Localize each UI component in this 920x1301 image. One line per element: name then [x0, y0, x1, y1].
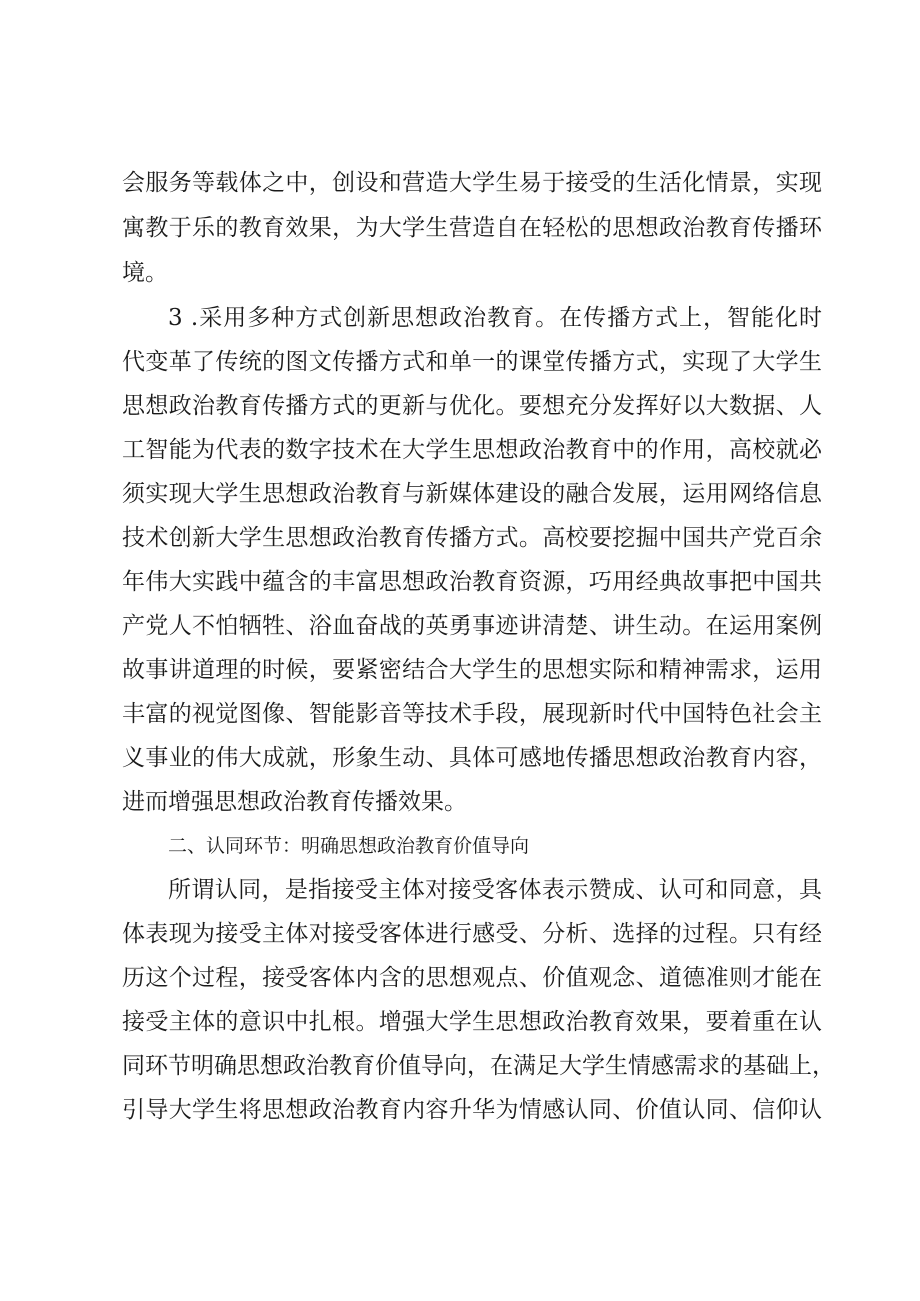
text-line: 会服务等载体之中，创设和营造大学生易于接受的生活化情景，实现 [122, 170, 822, 196]
text-line: 境。 [122, 260, 168, 286]
text-line: 产党人不怕牺牲、浴血奋战的英勇事迹讲清楚、讲生动。在运用案例 [122, 613, 822, 639]
section-heading: 二、认同环节：明确思想政治教育价值导向 [168, 835, 530, 857]
text-line: 年伟大实践中蕴含的丰富思想政治教育资源，巧用经典故事把中国共 [122, 569, 822, 595]
text-line: 历这个过程，接受客体内含的思想观点、价值观念、道德准则才能在 [122, 965, 822, 991]
text-line: 同环节明确思想政治教育价值导向，在满足大学生情感需求的基础上， [122, 1053, 835, 1079]
text-line: 所谓认同，是指接受主体对接受客体表示赞成、认可和同意，具 [168, 877, 822, 903]
text-line: 义事业的伟大成就，形象生动、具体可感地传播思想政治教育内容， [122, 745, 822, 771]
text-line: 寓教于乐的教育效果，为大学生营造自在轻松的思想政治教育传播环 [122, 215, 822, 241]
text-line: 工智能为代表的数字技术在大学生思想政治教育中的作用，高校就必 [122, 437, 822, 463]
text-line: 代变革了传统的图文传播方式和单一的课堂传播方式，实现了大学生 [122, 349, 822, 375]
text-line: 3 .采用多种方式创新思想政治教育。在传播方式上，智能化时 [168, 305, 822, 331]
text-line: 接受主体的意识中扎根。增强大学生思想政治教育效果，要着重在认 [122, 1009, 822, 1035]
text-line: 丰富的视觉图像、智能影音等技术手段，展现新时代中国特色社会主 [122, 701, 822, 727]
text-line: 须实现大学生思想政治教育与新媒体建设的融合发展，运用网络信息 [122, 481, 822, 507]
text-line: 体表现为接受主体对接受客体进行感受、分析、选择的过程。只有经 [122, 921, 822, 947]
text-line: 思想政治教育传播方式的更新与优化。要想充分发挥好以大数据、人 [122, 393, 822, 419]
text-line: 进而增强思想政治教育传播效果。 [122, 789, 467, 815]
text-line: 引导大学生将思想政治教育内容升华为情感认同、价值认同、信仰认 [122, 1097, 822, 1123]
text-line: 故事讲道理的时候，要紧密结合大学生的思想实际和精神需求，运用 [122, 657, 822, 683]
text-line: 技术创新大学生思想政治教育传播方式。高校要挖掘中国共产党百余 [122, 525, 822, 551]
